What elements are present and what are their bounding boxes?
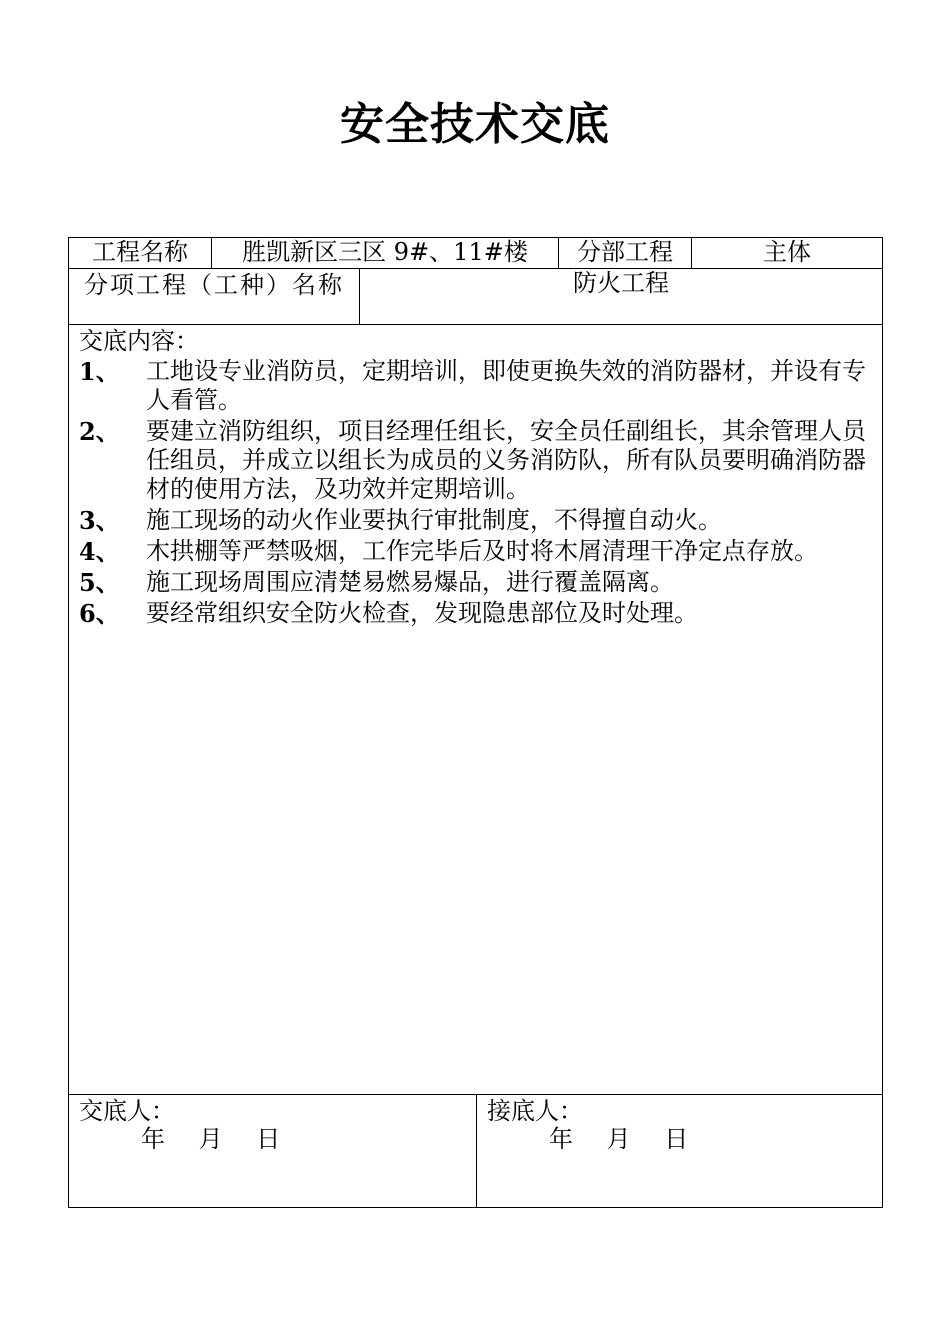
- list-item: [79, 599, 872, 628]
- list-item-text: 施工现场周围应清楚易燃易爆品，进行覆盖隔离。: [146, 568, 674, 596]
- list-item-number: 5、: [79, 568, 120, 597]
- project-name-value: 胜凯新区三区 9#、11#楼: [212, 238, 559, 268]
- list-item-text: 要经常组织安全防火检查，发现隐患部位及时处理。: [146, 599, 698, 627]
- receiver-signature-cell: [477, 1095, 882, 1208]
- list-item: [79, 537, 872, 566]
- giver-date: [79, 1125, 466, 1153]
- briefing-content: [69, 325, 882, 628]
- list-item-text: 施工现场的动火作业要执行审批制度，不得擅自动火。: [146, 506, 722, 534]
- date-year: 年: [549, 1125, 573, 1153]
- giver-label: 交底人：: [79, 1097, 175, 1125]
- list-item-text: 要建立消防组织，项目经理任组长，安全员任副组长，其余管理人员任组员，并成立以组长为成员的义务消防队，所有队员要明确消防器材的使用方法，及功效并定期培训。: [146, 417, 866, 503]
- subitem-label: 分项工程（工种）名称: [69, 269, 360, 324]
- project-name-label: 工程名称: [69, 238, 212, 268]
- list-item: [79, 568, 872, 597]
- content-label: 交底内容：: [79, 327, 199, 355]
- list-item-number: 1、: [79, 357, 120, 386]
- receiver-label: 接底人：: [487, 1097, 583, 1125]
- page-title: 安全技术交底: [340, 99, 610, 150]
- date-day: 日: [664, 1125, 689, 1153]
- date-day: 日: [256, 1125, 281, 1153]
- list-item-text: 工地设专业消防员，定期培训，即使更换失效的消防器材，并设有专人看管。: [146, 357, 866, 414]
- list-item-number: 6、: [79, 599, 120, 628]
- receiver-date: [487, 1125, 872, 1153]
- list-item-number: 3、: [79, 506, 120, 535]
- table-row-project: [69, 238, 882, 269]
- table-row-signatures: [69, 1095, 882, 1208]
- date-month: 月: [198, 1125, 223, 1153]
- list-item-text: 木拱棚等严禁吸烟，工作完毕后及时将木屑清理干净定点存放。: [146, 537, 818, 565]
- safety-briefing-table: [68, 237, 883, 1208]
- list-item: [79, 417, 872, 504]
- table-row-subitem: [69, 269, 882, 325]
- list-item: [79, 506, 872, 535]
- division-value: 主体: [763, 238, 811, 266]
- list-item-number: 4、: [79, 537, 120, 566]
- table-row-content: [69, 325, 882, 1095]
- date-year: 年: [141, 1125, 165, 1153]
- subitem-value: 防火工程: [573, 269, 669, 297]
- giver-signature-cell: [69, 1095, 477, 1208]
- division-label: 分部工程: [559, 238, 692, 268]
- list-item-number: 2、: [79, 417, 120, 446]
- list-item: [79, 357, 872, 415]
- date-month: 月: [606, 1125, 631, 1153]
